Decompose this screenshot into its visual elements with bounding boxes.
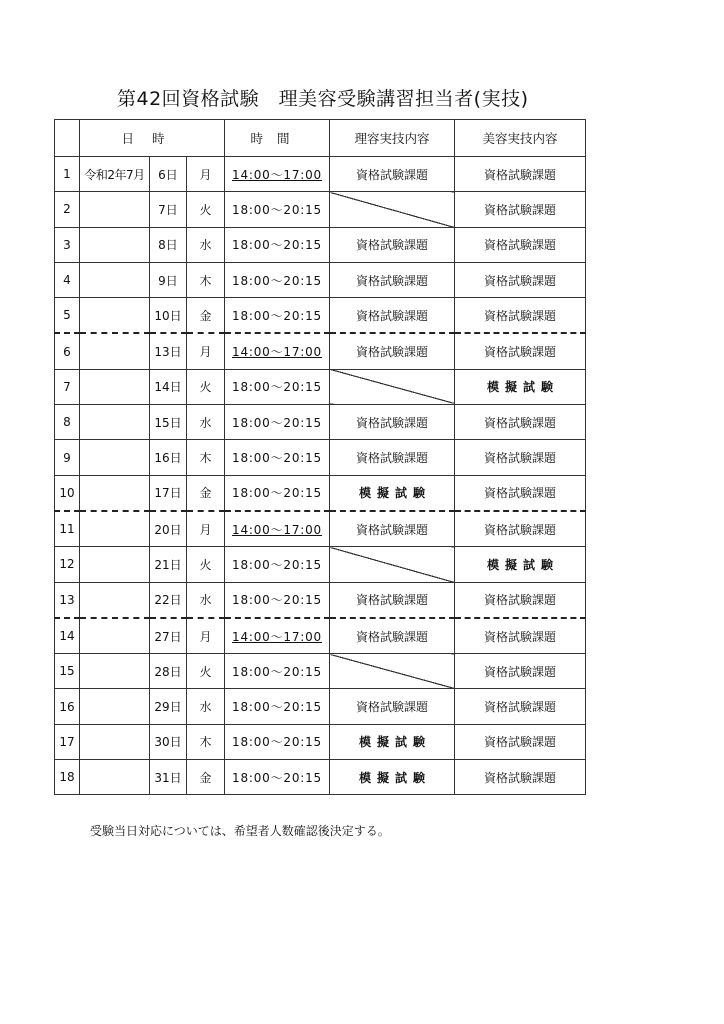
- row-number: 6: [55, 333, 80, 369]
- weekday-cell: 金: [187, 298, 225, 334]
- beauty-content: 資格試験課題: [455, 298, 586, 334]
- beauty-content: 資格試験課題: [455, 227, 586, 262]
- row-number: 5: [55, 298, 80, 334]
- footnote: 受験当日対応については、希望者人数確認後決定する。: [90, 824, 390, 838]
- table-row: [55, 227, 586, 262]
- schedule-body: [55, 157, 586, 795]
- weekday-cell: 月: [187, 157, 225, 192]
- time-cell: [225, 582, 330, 618]
- day-cell: 6日: [150, 157, 187, 192]
- empty-slash-cell: [330, 547, 455, 582]
- era-month: [80, 475, 150, 511]
- table-row: [55, 689, 586, 724]
- time-cell: [225, 654, 330, 689]
- day-cell: 22日: [150, 582, 187, 618]
- day-cell: 9日: [150, 262, 187, 297]
- era-month: [80, 369, 150, 404]
- barber-content: 資格試験課題: [330, 227, 455, 262]
- time-cell: [225, 511, 330, 547]
- weekday-cell: 水: [187, 405, 225, 440]
- beauty-content: 資格試験課題: [455, 511, 586, 547]
- era-month: 令和2年7月: [80, 157, 150, 192]
- time-text: 14:00〜17:00: [232, 629, 322, 644]
- row-number: 10: [55, 475, 80, 511]
- row-number: 8: [55, 405, 80, 440]
- table-row: [55, 192, 586, 227]
- day-cell: 15日: [150, 405, 187, 440]
- day-cell: 21日: [150, 547, 187, 582]
- time-text: 14:00〜17:00: [232, 345, 322, 360]
- barber-content: 資格試験課題: [330, 333, 455, 369]
- empty-slash-cell: [330, 369, 455, 404]
- day-cell: 31日: [150, 760, 187, 795]
- beauty-content: 資格試験課題: [455, 333, 586, 369]
- beauty-content: 資格試験課題: [455, 582, 586, 618]
- era-month: [80, 298, 150, 334]
- era-month: [80, 440, 150, 475]
- time-cell: [225, 157, 330, 192]
- day-cell: 30日: [150, 724, 187, 759]
- time-cell: [225, 689, 330, 724]
- day-cell: 7日: [150, 192, 187, 227]
- beauty-content: 資格試験課題: [455, 724, 586, 759]
- time-cell: [225, 333, 330, 369]
- barber-content: 資格試験課題: [330, 511, 455, 547]
- time-cell: [225, 475, 330, 511]
- era-month: [80, 192, 150, 227]
- time-text: 18:00〜20:15: [232, 557, 322, 572]
- time-text: 18:00〜20:15: [232, 238, 322, 253]
- time-cell: [225, 369, 330, 404]
- header-time: 時間: [225, 120, 330, 157]
- schedule-table: [54, 119, 586, 795]
- beauty-content: 模擬試験: [455, 369, 586, 404]
- empty-slash-cell: [330, 192, 455, 227]
- table-row: [55, 511, 586, 547]
- day-cell: 17日: [150, 475, 187, 511]
- beauty-content: 資格試験課題: [455, 405, 586, 440]
- time-text: 18:00〜20:15: [232, 415, 322, 430]
- era-month: [80, 760, 150, 795]
- table-row: [55, 369, 586, 404]
- barber-content: 模擬試験: [330, 475, 455, 511]
- time-text: 14:00〜17:00: [232, 167, 322, 182]
- day-cell: 28日: [150, 654, 187, 689]
- time-text: 18:00〜20:15: [232, 451, 322, 466]
- table-row: [55, 760, 586, 795]
- time-text: 18:00〜20:15: [232, 593, 322, 608]
- barber-content: 模擬試験: [330, 760, 455, 795]
- barber-content: 資格試験課題: [330, 405, 455, 440]
- row-number: 1: [55, 157, 80, 192]
- weekday-cell: 月: [187, 618, 225, 654]
- weekday-cell: 月: [187, 511, 225, 547]
- page-title: 第42回資格試験 理美容受験講習担当者(実技): [117, 88, 529, 110]
- era-month: [80, 582, 150, 618]
- weekday-cell: 木: [187, 724, 225, 759]
- row-number: 13: [55, 582, 80, 618]
- time-text: 18:00〜20:15: [232, 486, 322, 501]
- weekday-cell: 月: [187, 333, 225, 369]
- weekday-cell: 木: [187, 440, 225, 475]
- time-cell: [225, 298, 330, 334]
- row-number: 3: [55, 227, 80, 262]
- barber-content: 模擬試験: [330, 724, 455, 759]
- era-month: [80, 547, 150, 582]
- day-cell: 29日: [150, 689, 187, 724]
- weekday-cell: 木: [187, 262, 225, 297]
- beauty-content: 資格試験課題: [455, 157, 586, 192]
- time-cell: [225, 724, 330, 759]
- row-number: 7: [55, 369, 80, 404]
- row-number: 11: [55, 511, 80, 547]
- table-row: [55, 582, 586, 618]
- beauty-content: 資格試験課題: [455, 618, 586, 654]
- row-number: 18: [55, 760, 80, 795]
- table-row: [55, 618, 586, 654]
- time-text: 18:00〜20:15: [232, 308, 322, 323]
- era-month: [80, 618, 150, 654]
- row-number: 17: [55, 724, 80, 759]
- table-row: [55, 547, 586, 582]
- beauty-content: 資格試験課題: [455, 440, 586, 475]
- table-row: [55, 724, 586, 759]
- beauty-content: 資格試験課題: [455, 654, 586, 689]
- row-number: 4: [55, 262, 80, 297]
- time-text: 18:00〜20:15: [232, 380, 322, 395]
- table-row: [55, 298, 586, 334]
- beauty-content: 資格試験課題: [455, 689, 586, 724]
- barber-content: 資格試験課題: [330, 157, 455, 192]
- time-cell: [225, 547, 330, 582]
- time-text: 18:00〜20:15: [232, 770, 322, 785]
- row-number: 14: [55, 618, 80, 654]
- day-cell: 20日: [150, 511, 187, 547]
- barber-content: 資格試験課題: [330, 689, 455, 724]
- time-text: 18:00〜20:15: [232, 273, 322, 288]
- time-text: 18:00〜20:15: [232, 735, 322, 750]
- table-row: [55, 157, 586, 192]
- row-number: 2: [55, 192, 80, 227]
- weekday-cell: 水: [187, 582, 225, 618]
- barber-content: 資格試験課題: [330, 298, 455, 334]
- weekday-cell: 金: [187, 475, 225, 511]
- era-month: [80, 227, 150, 262]
- day-cell: 14日: [150, 369, 187, 404]
- time-cell: [225, 440, 330, 475]
- time-cell: [225, 405, 330, 440]
- weekday-cell: 火: [187, 192, 225, 227]
- time-cell: [225, 760, 330, 795]
- header-barber: 理容実技内容: [330, 120, 455, 157]
- era-month: [80, 654, 150, 689]
- weekday-cell: 水: [187, 227, 225, 262]
- empty-slash-cell: [330, 654, 455, 689]
- era-month: [80, 724, 150, 759]
- day-cell: 16日: [150, 440, 187, 475]
- beauty-content: 模擬試験: [455, 547, 586, 582]
- weekday-cell: 水: [187, 689, 225, 724]
- day-cell: 27日: [150, 618, 187, 654]
- era-month: [80, 333, 150, 369]
- weekday-cell: 火: [187, 654, 225, 689]
- day-cell: 10日: [150, 298, 187, 334]
- table-row: [55, 654, 586, 689]
- table-row: [55, 475, 586, 511]
- barber-content: 資格試験課題: [330, 440, 455, 475]
- time-text: 18:00〜20:15: [232, 664, 322, 679]
- time-text: 18:00〜20:15: [232, 202, 322, 217]
- header-blank: [55, 120, 80, 157]
- beauty-content: 資格試験課題: [455, 192, 586, 227]
- row-number: 16: [55, 689, 80, 724]
- header-beauty: 美容実技内容: [455, 120, 586, 157]
- beauty-content: 資格試験課題: [455, 475, 586, 511]
- time-text: 14:00〜17:00: [232, 522, 322, 537]
- weekday-cell: 火: [187, 369, 225, 404]
- era-month: [80, 511, 150, 547]
- beauty-content: 資格試験課題: [455, 760, 586, 795]
- era-month: [80, 405, 150, 440]
- table-row: [55, 440, 586, 475]
- header-date: 日時: [80, 120, 225, 157]
- time-cell: [225, 227, 330, 262]
- barber-content: 資格試験課題: [330, 262, 455, 297]
- barber-content: 資格試験課題: [330, 618, 455, 654]
- barber-content: 資格試験課題: [330, 582, 455, 618]
- row-number: 12: [55, 547, 80, 582]
- time-cell: [225, 192, 330, 227]
- day-cell: 13日: [150, 333, 187, 369]
- row-number: 9: [55, 440, 80, 475]
- beauty-content: 資格試験課題: [455, 262, 586, 297]
- time-cell: [225, 262, 330, 297]
- time-text: 18:00〜20:15: [232, 700, 322, 715]
- table-row: [55, 405, 586, 440]
- day-cell: 8日: [150, 227, 187, 262]
- weekday-cell: 火: [187, 547, 225, 582]
- table-row: [55, 333, 586, 369]
- weekday-cell: 金: [187, 760, 225, 795]
- era-month: [80, 689, 150, 724]
- table-row: [55, 262, 586, 297]
- header-row: [55, 120, 586, 157]
- time-cell: [225, 618, 330, 654]
- row-number: 15: [55, 654, 80, 689]
- era-month: [80, 262, 150, 297]
